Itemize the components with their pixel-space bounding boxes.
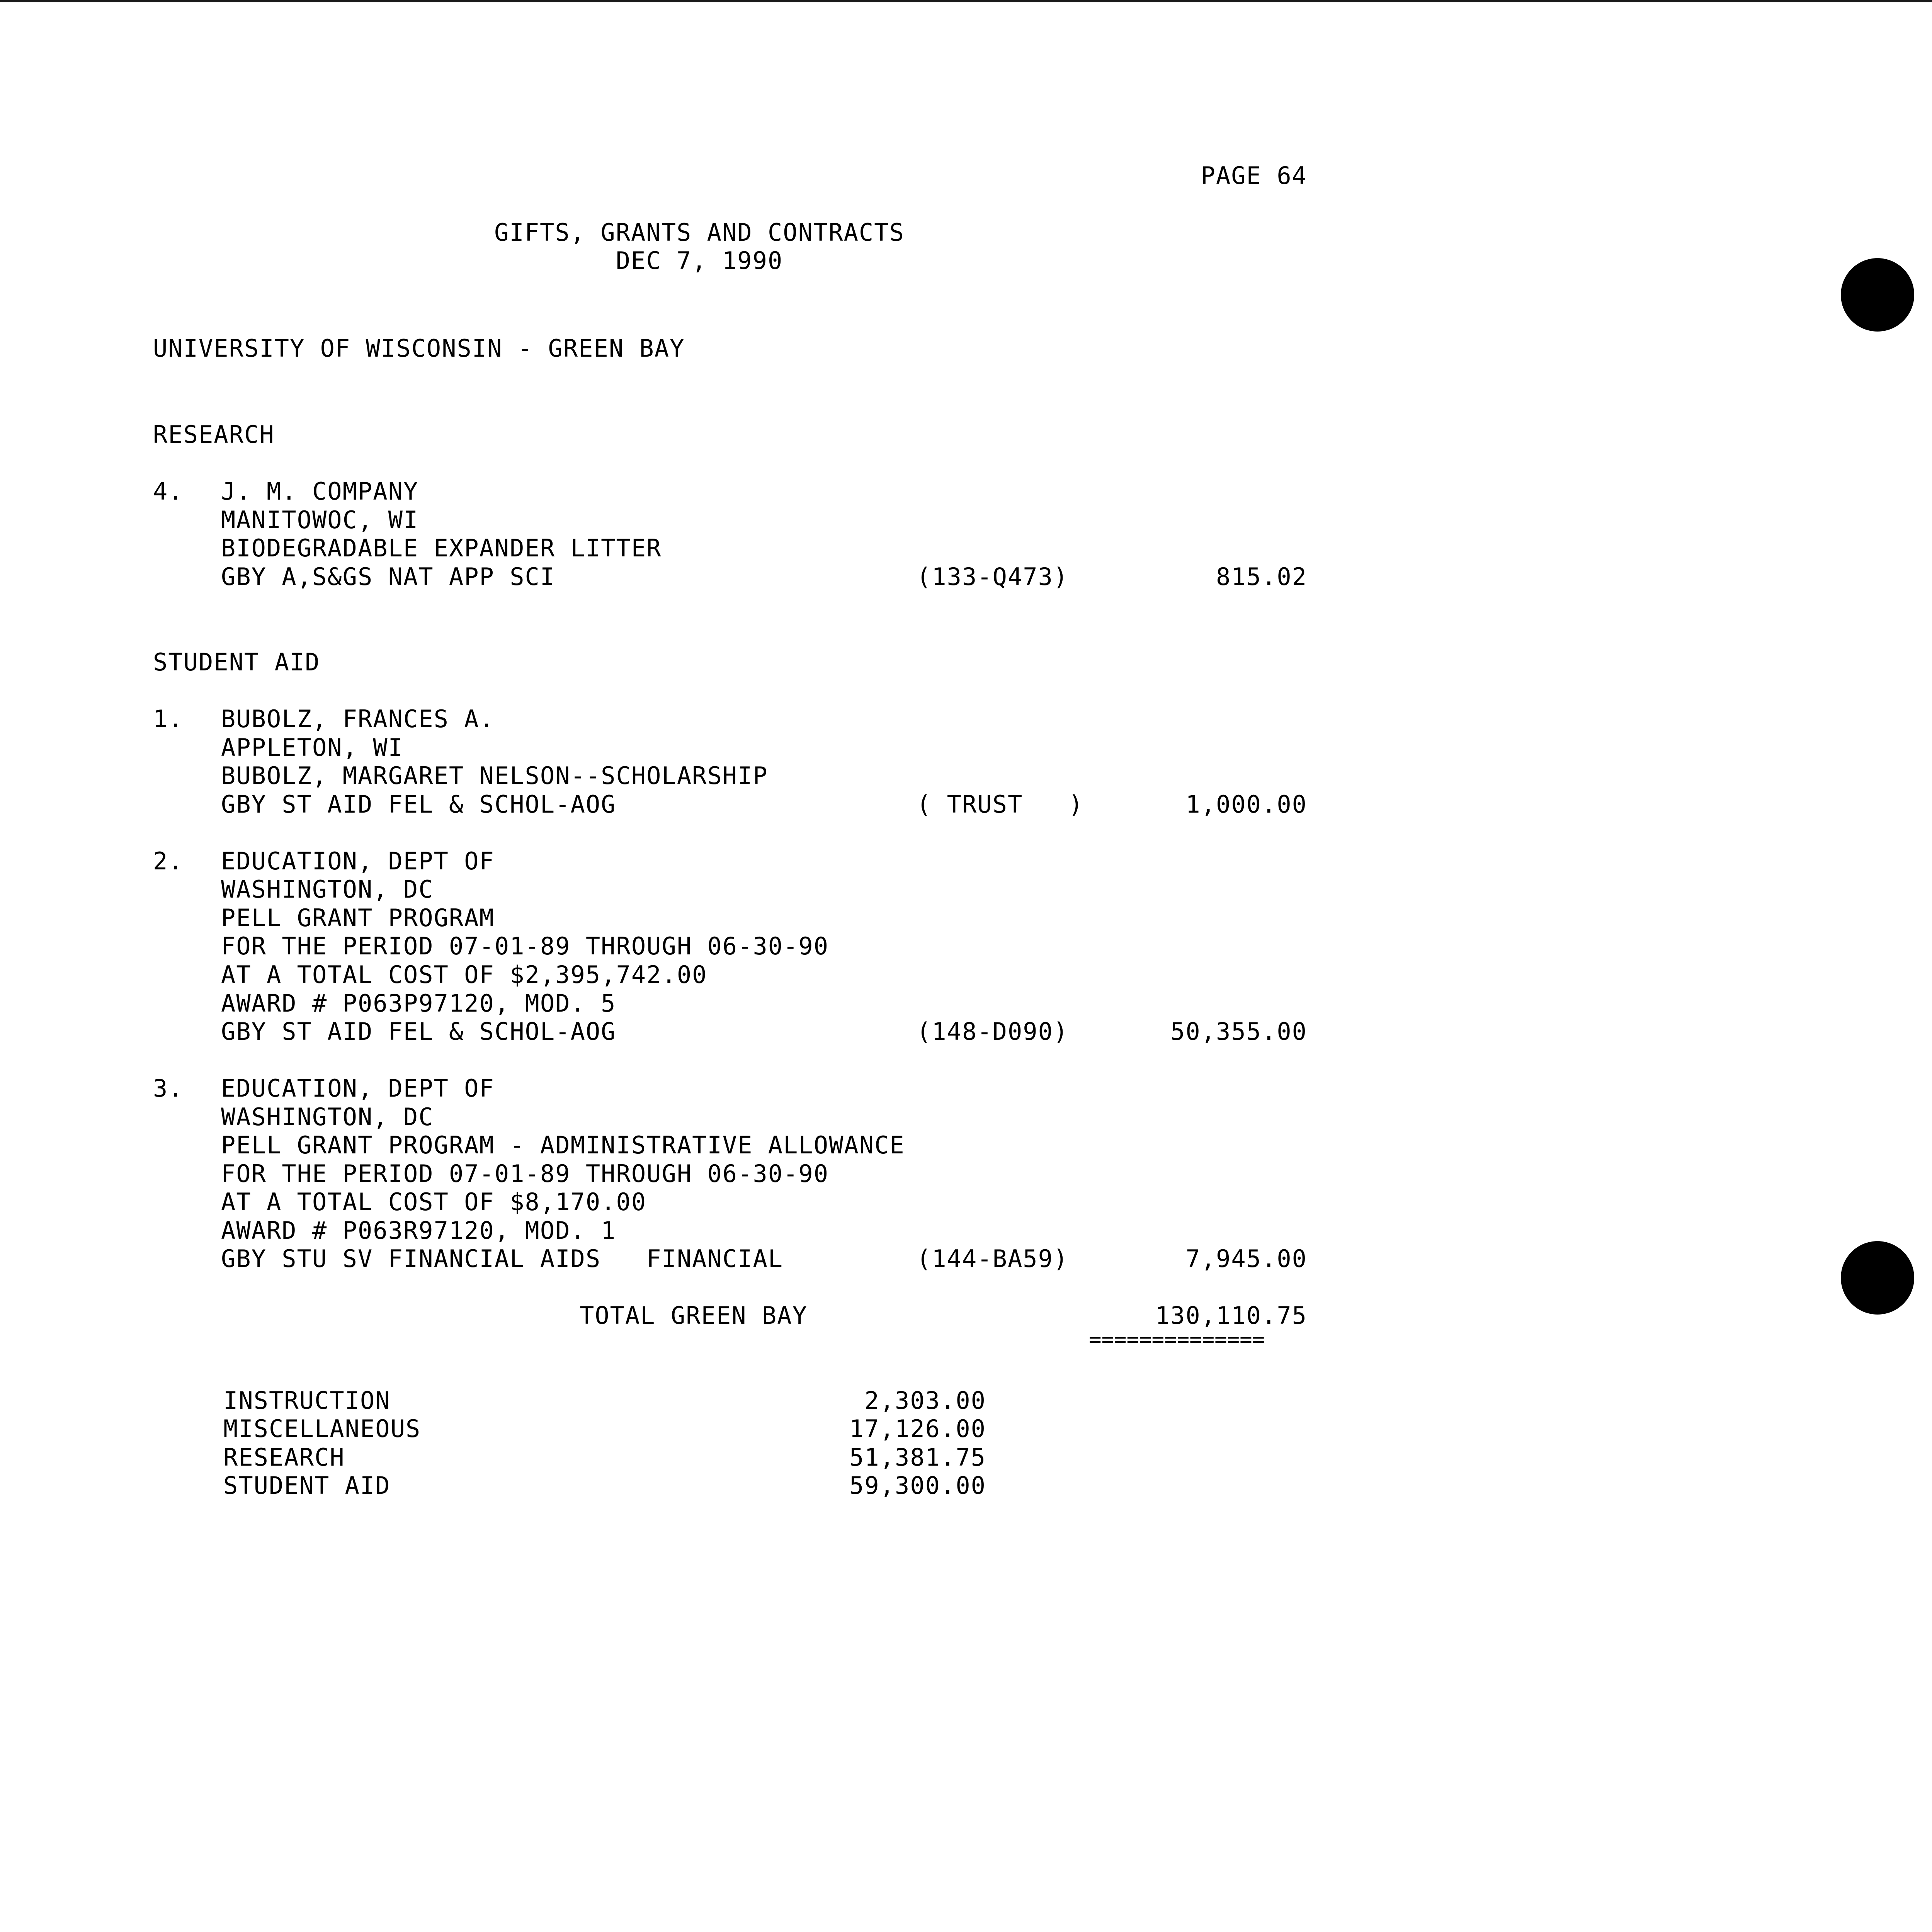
item-line: AWARD # P063R97120, MOD. 1: [221, 1216, 616, 1245]
account-code: (144-BA59): [917, 1245, 1069, 1273]
total-double-rule: ==============: [1089, 1327, 1265, 1352]
summary-amount: 2,303.00: [864, 1386, 986, 1415]
item-line: MANITOWOC, WI: [221, 506, 419, 534]
item-line: WASHINGTON, DC: [221, 1103, 434, 1131]
item-line: FOR THE PERIOD 07-01-89 THROUGH 06-30-90: [221, 932, 829, 960]
account-code: (133-Q473): [917, 563, 1069, 591]
item-line: WASHINGTON, DC: [221, 875, 434, 903]
summary-label: STUDENT AID: [223, 1471, 391, 1500]
item-amount: 815.02: [1216, 563, 1307, 591]
item-line: PELL GRANT PROGRAM - ADMINISTRATIVE ALLOWANCE: [221, 1131, 905, 1159]
item-number: 1.: [153, 705, 184, 733]
item-line: BUBOLZ, FRANCES A.: [221, 705, 495, 733]
section-heading-research: RESEARCH: [153, 420, 275, 449]
document-date: DEC 7, 1990: [616, 247, 783, 275]
summary-amount: 51,381.75: [849, 1443, 986, 1471]
item-line: FOR THE PERIOD 07-01-89 THROUGH 06-30-90: [221, 1160, 829, 1188]
item-line: GBY ST AID FEL & SCHOL-AOG: [221, 1017, 616, 1046]
item-line: APPLETON, WI: [221, 733, 403, 762]
item-line: EDUCATION, DEPT OF: [221, 1074, 495, 1102]
item-line: GBY STU SV FINANCIAL AIDS FINANCIAL: [221, 1245, 784, 1273]
item-number: 3.: [153, 1074, 184, 1102]
document-title: GIFTS, GRANTS AND CONTRACTS: [494, 218, 905, 247]
item-number: 2.: [153, 847, 184, 875]
account-code: ( TRUST ): [917, 790, 1084, 818]
item-line: PELL GRANT PROGRAM: [221, 904, 495, 932]
summary-amount: 17,126.00: [849, 1415, 986, 1443]
punch-hole-middle: [1841, 1241, 1914, 1315]
punch-hole-top: [1841, 258, 1914, 332]
item-line: EDUCATION, DEPT OF: [221, 847, 495, 875]
total-amount: 130,110.75: [1155, 1301, 1307, 1330]
item-line: AT A TOTAL COST OF $2,395,742.00: [221, 961, 707, 989]
summary-label: MISCELLANEOUS: [223, 1415, 421, 1443]
summary-label: RESEARCH: [223, 1443, 345, 1471]
page-edge-top: [0, 0, 1932, 2]
item-line: AT A TOTAL COST OF $8,170.00: [221, 1188, 647, 1216]
institution-name: UNIVERSITY OF WISCONSIN - GREEN BAY: [153, 334, 685, 362]
item-line: BUBOLZ, MARGARET NELSON--SCHOLARSHIP: [221, 762, 768, 790]
total-label: TOTAL GREEN BAY: [580, 1301, 808, 1330]
item-line: GBY ST AID FEL & SCHOL-AOG: [221, 790, 616, 818]
item-number: 4.: [153, 477, 184, 505]
summary-amount: 59,300.00: [849, 1471, 986, 1500]
section-heading-student-aid: STUDENT AID: [153, 648, 320, 676]
account-code: (148-D090): [917, 1017, 1069, 1046]
item-amount: 50,355.00: [1170, 1017, 1307, 1046]
item-line: J. M. COMPANY: [221, 477, 419, 505]
summary-label: INSTRUCTION: [223, 1386, 391, 1415]
item-amount: 1,000.00: [1185, 790, 1307, 818]
item-line: GBY A,S&GS NAT APP SCI: [221, 563, 556, 591]
page-number: PAGE 64: [1201, 162, 1307, 190]
item-line: BIODEGRADABLE EXPANDER LITTER: [221, 534, 662, 562]
item-amount: 7,945.00: [1185, 1245, 1307, 1273]
item-line: AWARD # P063P97120, MOD. 5: [221, 989, 616, 1017]
